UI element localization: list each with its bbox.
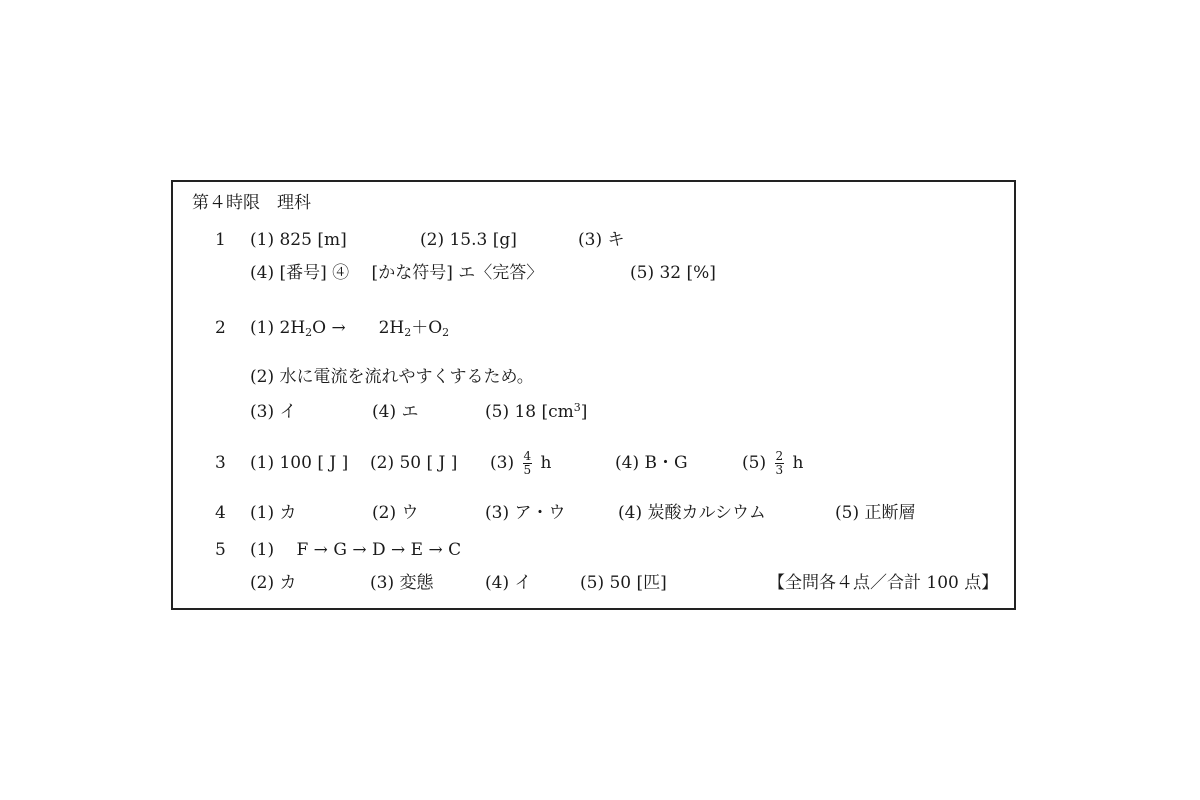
q5-answer-5: (5) 50 [匹] <box>580 573 667 593</box>
q3-fraction-4-5: $\frac{4}{5}$ <box>523 449 532 477</box>
question-number-2: 2 <box>215 318 226 338</box>
q5-answer-2: (2) カ <box>250 573 297 593</box>
question-number-4: 4 <box>215 503 226 523</box>
q3-fraction-2-3: $\frac{2}{3}$ <box>775 449 784 477</box>
q2-answer-1-label: (1) <box>250 318 275 338</box>
q4-answer-2: (2) ウ <box>372 503 419 523</box>
question-number-1: 1 <box>215 230 226 250</box>
q2-answer-4: (4) エ <box>372 402 419 422</box>
q4-answer-3: (3) ア・ウ <box>485 503 566 523</box>
q1-answer-3: (3) キ <box>578 230 625 250</box>
q2-equation-rhs: $2H_2+O_2$ <box>378 318 450 339</box>
q2-equation-lhs: $2H_2O$ → <box>279 318 346 339</box>
q4-answer-1: (1) カ <box>250 503 297 523</box>
question-number-3: 3 <box>215 453 226 473</box>
q3-answer-2: (2) 50 [ J ] <box>370 453 458 473</box>
q1-answer-1: (1) 825 [m] <box>250 230 347 250</box>
q3-answer-3: (3) $\frac{4}{5}$ h <box>490 449 552 477</box>
q3-answer-1: (1) 100 [ J ] <box>250 453 349 473</box>
q5-answer-3: (3) 変態 <box>370 573 434 593</box>
q3-answer-5: (5) $\frac{2}{3}$ h <box>742 449 804 477</box>
q1-answer-5: (5) 32 [%] <box>630 263 716 283</box>
score-note: 【全問各４点／合計 100 点】 <box>768 573 999 593</box>
q2-answer-5: (5) 18 $[cm^3]$ <box>485 401 588 422</box>
q2-answer-1 <box>250 318 449 338</box>
q2-answer-2: (2) 水に電流を流れやすくするため。 <box>250 367 534 387</box>
question-number-5: 5 <box>215 540 226 560</box>
q4-answer-5: (5) 正断層 <box>835 503 916 523</box>
q5-answer-4: (4) イ <box>485 573 532 593</box>
q1-answer-2: (2) 15.3 [g] <box>420 230 517 250</box>
q3-answer-4: (4) B・G <box>615 453 688 473</box>
q2-answer-3: (3) イ <box>250 402 297 422</box>
q1-answer-4: (4) [番号] ④ [かな符号] エ〈完答〉 <box>250 263 544 283</box>
q4-answer-4: (4) 炭酸カルシウム <box>618 503 766 523</box>
page-title: 第４時限 理科 <box>192 193 311 213</box>
q5-answer-1: (1) F → G → D → E → C <box>250 540 462 560</box>
